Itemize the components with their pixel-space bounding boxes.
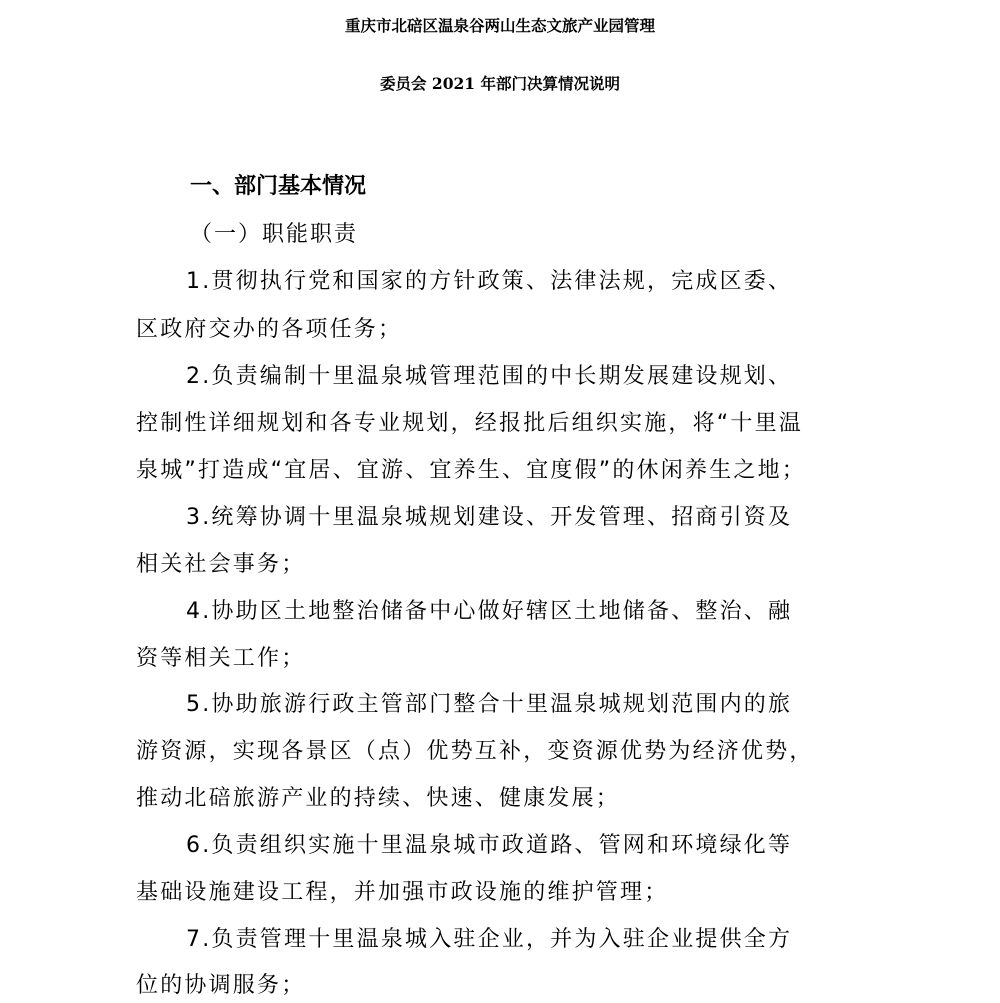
item-2-line-1: 2.负责编制十里温泉城管理范围的中长期发展建设规划、: [186, 364, 793, 389]
section-heading-basic-info: 一、部门基本情况: [190, 174, 367, 199]
item-1-line-1: 1.贯彻执行党和国家的方针政策、法律法规，完成区委、: [186, 269, 793, 294]
item-3-line-2: 相关社会事务；: [136, 552, 306, 577]
item-3-line-1: 3.统筹协调十里温泉城规划建设、开发管理、招商引资及: [186, 505, 793, 530]
item-6-line-2: 基础设施建设工程，并加强市政设施的维护管理；: [136, 880, 669, 905]
item-5-line-1: 5.协助旅游行政主管部门整合十里温泉城规划范围内的旅: [186, 692, 793, 717]
item-4-line-1: 4.协助区土地整治储备中心做好辖区土地储备、整治、融: [186, 599, 793, 624]
item-4-line-2: 资等相关工作；: [136, 646, 306, 671]
item-1-line-2: 区政府交办的各项任务；: [136, 317, 403, 342]
item-2-line-3: 泉城”打造成“宜居、宜游、宜养生、宜度假”的休闲养生之地；: [136, 458, 806, 483]
item-5-line-3: 推动北碚旅游产业的持续、快速、健康发展；: [136, 786, 621, 811]
subsection-heading-functions: （一）职能职责: [190, 222, 359, 247]
document-title-line-1: 重庆市北碚区温泉谷两山生态文旅产业园管理: [344, 16, 655, 35]
item-2-line-2: 控制性详细规划和各专业规划，经报批后组织实施，将“十里温: [136, 411, 803, 436]
item-7-line-1: 7.负责管理十里温泉城入驻企业，并为入驻企业提供全方: [186, 927, 793, 952]
document-title-line-2: 委员会 2021 年部门决算情况说明: [380, 74, 620, 93]
item-6-line-1: 6.负责组织实施十里温泉城市政道路、管网和环境绿化等: [186, 833, 793, 858]
item-5-line-2: 游资源，实现各景区（点）优势互补，变资源优势为经济优势，: [136, 739, 814, 764]
item-7-line-2: 位的协调服务；: [136, 973, 306, 998]
